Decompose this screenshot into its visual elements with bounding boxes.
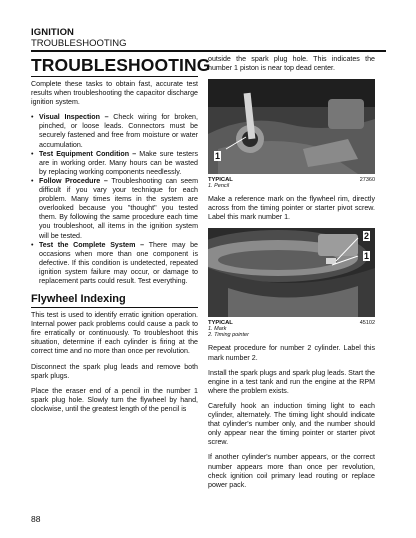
- header-rule: [31, 50, 386, 52]
- list-item-term: Test the Complete System –: [39, 240, 145, 249]
- heading-rule: [31, 307, 198, 308]
- paragraph: Repeat procedure for number 2 cylinder. Label this mark number 2.: [208, 344, 375, 362]
- paragraph: Make a reference mark on the flywheel rim, directly across from the timing pointer or starter pivot screw. Label this mark number 1.: [208, 195, 375, 222]
- figure-number: 45102: [359, 320, 375, 327]
- caption-item: 1. Pencil: [208, 183, 230, 190]
- list-item: [31, 177, 198, 241]
- subsection-header: TROUBLESHOOTING: [31, 38, 127, 49]
- paragraph: Place the eraser end of a pencil in the number 1 spark plug hole. Slowly turn the flywheel by hand, clockwise, until the greatest length of the pencil is: [31, 386, 198, 413]
- bullet-icon: •: [31, 240, 34, 249]
- paragraph: If another cylinder's number appears, or the correct number appears more than once per revolution, check ignition coil primary lead routing or replace power pack.: [208, 453, 375, 489]
- figure-callout: 1: [363, 251, 369, 262]
- list-item-term: Visual Inspection –: [39, 113, 109, 122]
- section-heading: Flywheel Indexing: [31, 293, 126, 306]
- caption-item: 1. Mark: [208, 326, 227, 333]
- figure-callout: 1: [215, 151, 221, 162]
- flywheel-photo-illustration: [208, 228, 375, 317]
- paragraph: Carefully hook an induction timing light to each cylinder, alternately. The timing light should indicate that cylinder's number only, and the number should only appear near the timing pointer or starter pivot screw.: [208, 401, 375, 447]
- list-item-text: Troubleshooting can seem difficult if you vary your technique for each problem. Many times items in the system are overlooked because you "thought" you tested them. By following the same procedure each time you troubleshoot, all items in the ignition system will be tested.: [39, 176, 198, 240]
- section-header: IGNITION: [31, 27, 75, 38]
- checklist: [31, 113, 198, 286]
- bullet-icon: •: [31, 149, 34, 158]
- intro-paragraph: Complete these tasks to obtain fast, accurate test results when troubleshooting the capacitor discharge ignition system.: [31, 80, 198, 107]
- paragraph: Disconnect the spark plug leads and remove both spark plugs.: [31, 362, 198, 380]
- caption-item: 2. Timing pointer: [208, 332, 249, 339]
- engine-photo-illustration: [208, 79, 375, 174]
- figure-number: 27360: [359, 177, 375, 184]
- list-item-text: Check wiring for broken, pinched, or loose leads. Connectors must be securely fastened and free from moisture or water accumulation.: [39, 113, 198, 149]
- pencil-photo: [208, 79, 375, 174]
- figure-caption: [208, 320, 375, 338]
- list-item: [31, 113, 198, 149]
- bullet-icon: •: [31, 113, 34, 122]
- caption-title: TYPICAL: [208, 320, 233, 327]
- caption-title: TYPICAL: [208, 177, 233, 184]
- paragraph: This test is used to identify erratic ignition operation. Internal power pack problems could cause a pack to fire erratically or continuously. To troubleshoot this situation, determine if each cylinder is firing at the correct time and no more than once per revolution.: [31, 311, 198, 356]
- list-item-term: Test Equipment Condition –: [39, 149, 137, 158]
- list-item-text: There may be occasions when more than one component is defective. If this condition is undetected, repeated ignition system failure may occur, or damage to replacement parts could result. Test everything.: [39, 240, 199, 285]
- paragraph: Install the spark plugs and spark plug leads. Start the engine in a test tank and run the engine at the RPM where the problem exists.: [208, 368, 375, 395]
- page-title: TROUBLESHOOTING: [31, 55, 211, 75]
- flywheel-photo: [208, 228, 375, 317]
- list-item-term: Follow Procedure –: [39, 176, 108, 185]
- figure-callout: 2: [363, 231, 369, 242]
- page-number: 88: [31, 514, 41, 524]
- right-column: [208, 55, 375, 496]
- paragraph: outside the spark plug hole. This indicates the number 1 piston is near top dead center.: [208, 55, 375, 73]
- list-item: [31, 241, 198, 286]
- left-column: [31, 55, 211, 420]
- list-item-text: Make sure testers are in working order. Many hours can be wasted by replacing working components needlessly.: [39, 149, 198, 176]
- figure-caption: [208, 177, 375, 189]
- bullet-icon: •: [31, 176, 34, 185]
- list-item: [31, 150, 198, 177]
- title-rule: [31, 76, 198, 77]
